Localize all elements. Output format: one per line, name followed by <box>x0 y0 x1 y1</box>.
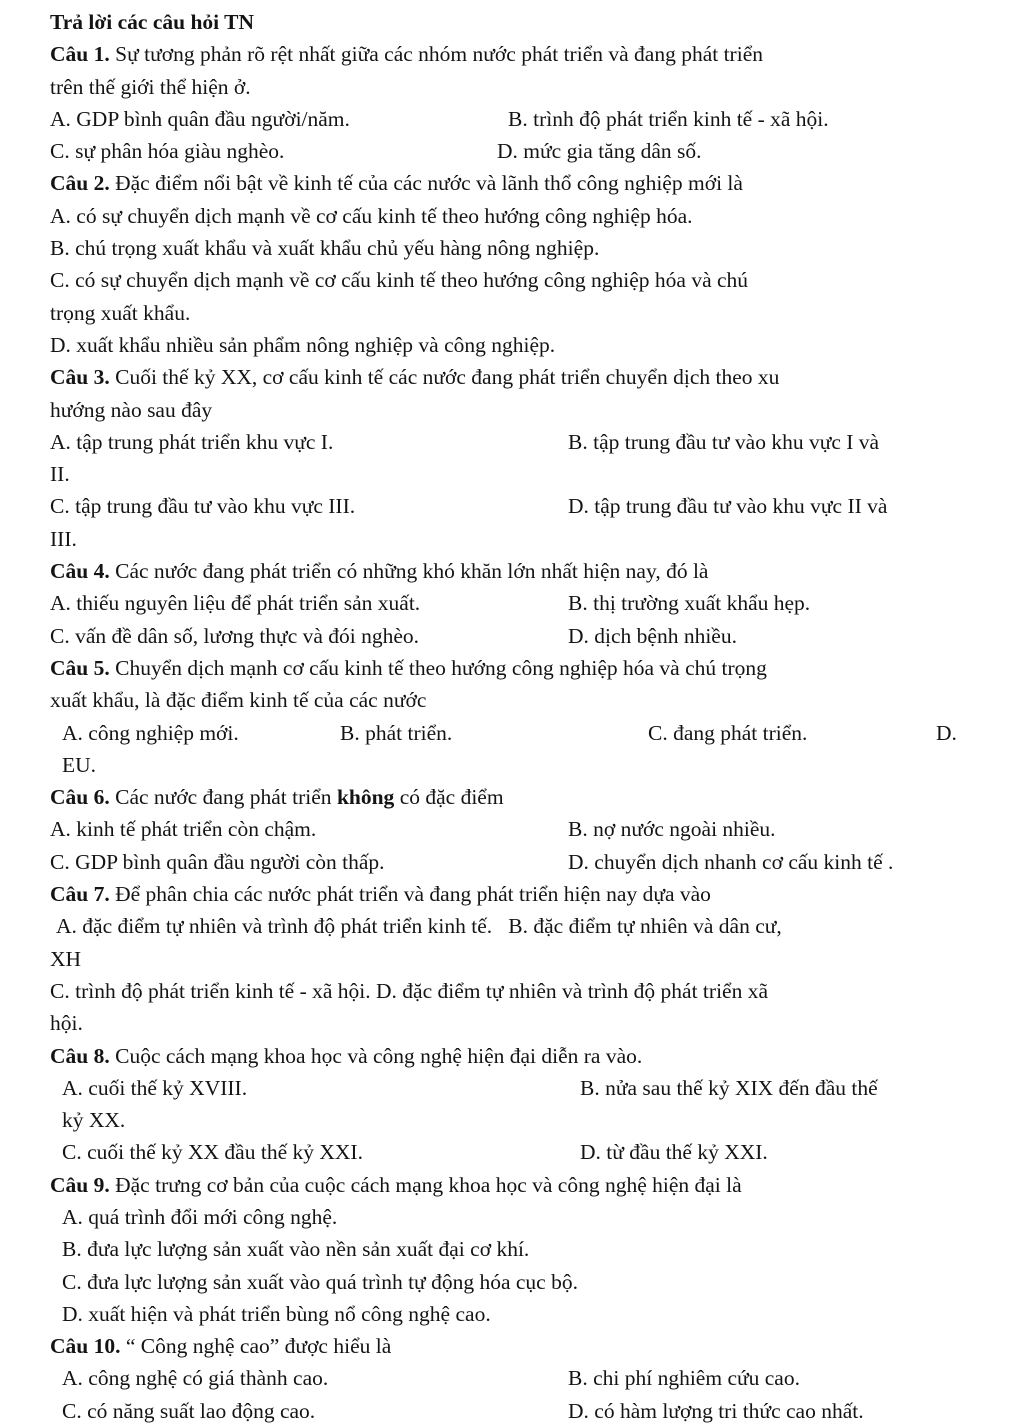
option-row <box>50 103 984 135</box>
option-d: D. <box>936 720 957 745</box>
option-row <box>50 1395 984 1427</box>
option-a: A. kinh tế phát triển còn chậm. <box>50 817 317 842</box>
question-text: Để phân chia các nước phát triển và đang phát triển hiện nay dựa vào <box>109 882 711 907</box>
option-a: A. công nghệ có giá thành cao. <box>62 1366 329 1391</box>
option-d: D. mức gia tăng dân số. <box>497 139 702 164</box>
question-label: Câu 10. <box>50 1334 121 1359</box>
option-b: B. nợ nước ngoài nhiều. <box>568 817 776 842</box>
option-b: B. chi phí nghiêm cứu cao. <box>568 1366 800 1391</box>
question-text: Đặc điểm nổi bật về kinh tế của các nước và lãnh thổ công nghiệp mới là <box>109 171 743 196</box>
option-d: D. dịch bệnh nhiều. <box>568 623 737 648</box>
question-text: “ Công nghệ cao” được hiểu là <box>120 1334 392 1359</box>
option-c: C. tập trung đầu tư vào khu vực III. <box>50 494 356 519</box>
question-6 <box>50 781 984 813</box>
question-10 <box>50 1330 984 1362</box>
question-label: Câu 9. <box>50 1172 110 1197</box>
option-row <box>50 490 984 522</box>
option-b: B. trình độ phát triển kinh tế - xã hội. <box>508 106 829 131</box>
question-4 <box>50 555 984 587</box>
option-row <box>50 620 984 652</box>
option-b: B. phát triển. <box>340 720 453 745</box>
question-8 <box>50 1040 984 1072</box>
question-label: Câu 8. <box>50 1043 110 1068</box>
option-d: D. xuất hiện và phát triển bùng nổ công nghệ cao. <box>62 1301 491 1326</box>
option-b: B. chú trọng xuất khẩu và xuất khẩu chủ yếu hàng nông nghiệp. <box>50 236 600 261</box>
question-7 <box>50 878 984 910</box>
question-label: Câu 1. <box>50 42 110 67</box>
option-row <box>50 846 984 878</box>
question-text: Các nước đang phát triển có những khó khăn lớn nhất hiện nay, đó là <box>109 559 709 584</box>
question-text: Đặc trưng cơ bản của cuộc cách mạng khoa học và công nghệ hiện đại là <box>109 1172 742 1197</box>
option-a: A. cuối thế kỷ XVIII. <box>62 1075 248 1100</box>
option-d: D. có hàm lượng tri thức cao nhất. <box>568 1398 864 1423</box>
question-label: Câu 2. <box>50 171 110 196</box>
question-emphasis: không <box>336 785 395 810</box>
option-a: A. quá trình đổi mới công nghệ. <box>62 1204 338 1229</box>
option-c: C. sự phân hóa giàu nghèo. <box>50 139 285 164</box>
option-c: C. có năng suất lao động cao. <box>62 1398 316 1423</box>
option-cd: C. trình độ phát triển kinh tế - xã hội. D. đặc điểm tự nhiên và trình độ phát triển xã <box>50 978 769 1003</box>
option-b: B. tập trung đầu tư vào khu vực I và <box>568 429 880 454</box>
option-a: A. tập trung phát triển khu vực I. <box>50 429 334 454</box>
option-d-cont: EU. <box>62 752 97 777</box>
option-b: B. đưa lực lượng sản xuất vào nền sản xuất đại cơ khí. <box>62 1237 530 1262</box>
question-text-cont: trên thế giới thể hiện ở. <box>50 74 251 99</box>
option-d-cont: III. <box>50 526 77 551</box>
question-label: Câu 7. <box>50 882 110 907</box>
option-d: D. xuất khẩu nhiều sản phẩm nông nghiệp và công nghiệp. <box>50 332 556 357</box>
option-row <box>50 1362 984 1394</box>
question-5 <box>50 652 984 684</box>
option-c-cont: trọng xuất khẩu. <box>50 300 191 325</box>
option-a: A. thiếu nguyên liệu để phát triển sản xuất. <box>50 591 421 616</box>
question-text-cont: hướng nào sau đây <box>50 397 213 422</box>
option-c: C. đang phát triển. <box>648 720 808 745</box>
option-a: A. công nghiệp mới. <box>62 720 239 745</box>
question-text: Sự tương phản rõ rệt nhất giữa các nhóm nước phát triển và đang phát triển <box>109 42 763 67</box>
question-label: Câu 6. <box>50 785 110 810</box>
question-label: Câu 5. <box>50 655 110 680</box>
question-text-end: có đặc điểm <box>394 785 504 810</box>
page-title: Trả lời các câu hỏi TN <box>50 10 255 34</box>
option-row <box>50 813 984 845</box>
question-3 <box>50 361 984 393</box>
option-c: C. có sự chuyển dịch mạnh về cơ cấu kinh tế theo hướng công nghiệp hóa và chú <box>50 268 749 293</box>
question-text: Chuyển dịch mạnh cơ cấu kinh tế theo hướng công nghiệp hóa và chú trọng <box>109 655 767 680</box>
option-b: B. thị trường xuất khẩu hẹp. <box>568 591 811 616</box>
question-9 <box>50 1169 984 1201</box>
option-c: C. cuối thế kỷ XX đầu thế kỷ XXI. <box>62 1140 363 1165</box>
option-d: D. từ đầu thế kỷ XXI. <box>580 1140 768 1165</box>
option-row <box>50 587 984 619</box>
option-ab: A. đặc điểm tự nhiên và trình độ phát triển kinh tế. B. đặc điểm tự nhiên và dân cư, <box>56 914 782 939</box>
question-text-cont: xuất khẩu, là đặc điểm kinh tế của các nước <box>50 688 427 713</box>
option-d: D. chuyển dịch nhanh cơ cấu kinh tế . <box>568 849 894 874</box>
option-b: B. nửa sau thế kỷ XIX đến đầu thế <box>580 1075 878 1100</box>
option-c: C. GDP bình quân đầu người còn thấp. <box>50 849 385 874</box>
question-text: Các nước đang phát triển <box>109 785 337 810</box>
option-d: D. tập trung đầu tư vào khu vực II và <box>568 494 888 519</box>
option-c: C. đưa lực lượng sản xuất vào quá trình tự động hóa cục bộ. <box>62 1269 578 1294</box>
option-row <box>50 135 984 167</box>
option-row <box>50 1072 984 1104</box>
option-row <box>50 717 984 749</box>
option-b-cont: kỷ XX. <box>62 1108 126 1133</box>
option-a: A. GDP bình quân đầu người/năm. <box>50 106 350 131</box>
option-b-cont: II. <box>50 462 70 487</box>
option-c: C. vấn đề dân số, lương thực và đói nghèo. <box>50 623 420 648</box>
question-2 <box>50 167 984 199</box>
question-text: Cuối thế kỷ XX, cơ cấu kinh tế các nước đang phát triển chuyển dịch theo xu <box>109 365 780 390</box>
option-a: A. có sự chuyển dịch mạnh về cơ cấu kinh tế theo hướng công nghiệp hóa. <box>50 203 693 228</box>
question-text: Cuộc cách mạng khoa học và công nghệ hiện đại diễn ra vào. <box>109 1043 643 1068</box>
option-b-cont: XH <box>50 946 82 971</box>
question-1 <box>50 38 984 70</box>
option-row <box>50 426 984 458</box>
option-row <box>50 1136 984 1168</box>
option-d-cont: hội. <box>50 1011 83 1036</box>
question-label: Câu 4. <box>50 559 110 584</box>
question-label: Câu 3. <box>50 365 110 390</box>
